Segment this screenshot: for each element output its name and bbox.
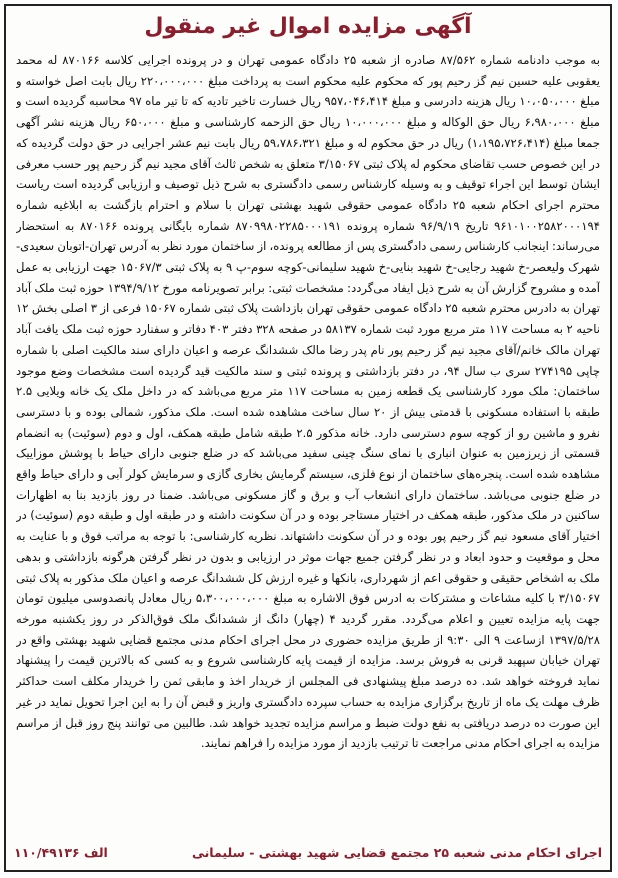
issuing-office: اجرای احکام مدنی شعبه ۲۵ مجتمع قضایی شهید بهشتی - سلیمانی	[191, 844, 602, 860]
notice-body: به موجب دادنامه شماره ۸۷/۵۶۲ صادره از شعبه ۲۵ دادگاه عمومی تهران و در پرونده اجرایی کلاسه ۸۷۰۱۶۶ له محمد یعقوبی علیه حسین نیم گز رحیم پور که محکوم علیه محکوم است به پرداخت مبلغ ۲۲۰،۰۰۰،۰۰۰ ریال بابت اصل خواسته و مبلغ ۱۰،۰۵۰،۰۰۰ ریال هزینه دادرسی و مبلغ ۹۵۷،۰۴۶،۴۱۴ ریال خسارت تاخیر تادیه که تا تیر ماه ۹۷ محاسبه گردیده است و مبلغ ۶،۹۸۰،۰۰۰ ریال حق الوکاله و مبلغ ۱۰،۰۰۰،۰۰۰ ریال حق الزحمه کارشناسی و مبلغ ۶۵۰،۰۰۰ ریال هزینه نشر آگهی جمعا مبلغ (۱،۱۹۵،۷۲۶،۴۱۴) ریال در حق محکوم له و مبلغ ۵۹،۷۸۶،۳۲۱ ریال بابت نیم عشر اجرایی در حق دولت گردیده که در این خصوص حسب تقاضای محکوم له پلاک ثبتی ۳/۱۵۰۶۷ متعلق به شخص ثالث آقای مجید نیم گز رحیم پور حسب معرفی ایشان توسط این اجراء توقیف و به وسیله کارشناس رسمی دادگستری به شرح ذیل توصیف و ارزیابی گردیده است ریاست محترم اجرای احکام شعبه ۲۵ دادگاه عمومی حقوقی شهید بهشتی تهران با سلام و احترام بازگشت به ابلاغیه شماره ۹۶۱۰۱۰۰۲۵۸۲۰۰۰۱۹۴ تاریخ ۹۶/۹/۱۹ شماره پرونده ۸۷۰۹۹۸۰۲۲۸۵۰۰۰۱۹۱ شماره بایگانی پرونده ۸۷۰۱۶۶ به استحضار می‌رساند: اینجانب کارشناس رسمی دادگستری پس از مطالعه پرونده، از ساختمان مورد نظر به آدرس تهران-اتوبان سعیدی-شهرک ولیعصر-خ شهید رجایی-خ شهید بنایی-خ شهید سلیمانی-کوچه سوم-پ ۹ به پلاک ثبتی ۱۵۰۶۷/۳ جهت ارزیابی به عمل آمده و مشروح گزارش آن به شرح ذیل ایفاد می‌گردد: مشخصات ثبتی: برابر تصویرنامه مورخ ۱۳۹۴/۹/۱۲ حوزه ثبت ملک آباد تهران به دادرس محترم شعبه ۲۵ دادگاه عمومی حقوقی تهران بازداشت پلاک ثبتی شماره ۱۵۰۶۷ فرعی از ۳ اصلی بخش ۱۲ ناحیه ۲ به مساحت ۱۱۷ متر مربع مورد ثبت شماره ۵۸۱۳۷ در صفحه ۳۲۸ دفتر ۴۰۳ دفاتر و سفنارد حوزه ثبت ملک یافت آباد تهران مالک خانم/آقای مجید نیم گز رحیم پور نام پدر رضا مالک ششدانگ عرصه و اعیان دارای سند مالکیت اصلی با شماره چاپی ۲۷۴۱۹۵ سری ب سال ۹۴، در دفتر بازداشتی و پرونده ثبتی و سند مالکیت قید گردیده است مشخصات وضع موجود ساختمان: ملک مورد کارشناسی یک قطعه زمین به مساحت ۱۱۷ متر مربع می‌باشد که در داخل ملک یک خانه ویلایی ۲.۵ طبقه با استفاده مسکونی با قدمتی بیش از ۲۰ سال ساخت مشاهده شده است. ملک مذکور، شمالی بوده و با دسترسی نفرو و ماشین رو از کوچه سوم دسترسی دارد. خانه مذکور ۲.۵ طبقه شامل طبقه همکف، اول و دوم (سوئیت) به انضمام قسمتی از زیرزمین به عنوان انباری با نمای سنگ چینی سفید می‌باشد که در ضلع جنوبی دارای حیاط با پوشش موزاییک مشاهده شده است. پنجره‌های ساختمان از نوع فلزی، سیستم گرمایش بخاری گازی و سرمایش کولر آبی و دارای حیاط واقع در ضلع جنوبی می‌باشد. ساختمان دارای انشعاب آب و برق و گاز مسکونی می‌باشد. ضمنا در روز بازدید بنا به اظهارات ساکنین در ملک مذکور، طبقه همکف در اختیار مستاجر بوده و در آن سکونت داشته و در طبقه اول و طبقه دوم (سوئیت) در اختیار آقای مسعود نیم گز رحیم پور بوده و در آن سکونت داشتهاند. نظریه کارشناسی: با توجه به مراتب فوق و با عنایت به محل و موقعیت و حدود ابعاد و در نظر گرفتن جمیع جهات موثر در ارزیابی و بدون در نظر گرفتن هرگونه بازداشتی و بدهی ملک به اشخاص حقیقی و حقوقی اعم از شهرداری، بانکها و غیره ارزش کل ششدانگ عرصه و اعیان ملک مذکور به پلاک ثبتی ۳/۱۵۰۶۷ با کلیه مشاعات و مشترکات به ادرس فوق الاشاره به مبلغ ۵،۳۰۰،۰۰۰،۰۰۰ ریال معادل پانصدوسی میلیون تومان جهت پایه مزایده تعیین و اعلام می‌گردد. مقرر گردید ۴ (چهار) دانگ از ششدانگ ملک فوق‌الذکر در روز یکشنبه مورخه ۱۳۹۷/۵/۲۸ ازساعت ۹ الی ۹:۳۰ از طریق مزایده حضوری در محل اجرای احکام مدنی مجتمع قضایی شهید بهشتی واقع در تهران خیابان سپهبد قرنی به فروش برسد. مزایده از قیمت پایه کارشناسی شروع و به کسی که بالاترین قیمت را پیشنهاد نماید فروخته خواهد شد. ده درصد مبلغ پیشنهادی فی المجلس از خریدار اخذ و مابقی ثمن را خریدار مکلف است حداکثر ظرف مهلت یک ماه از تاریخ برگزاری مزایده به حساب سپرده دادگستری واریز و قبض آن را به این اجرا تحویل نماید در غیر این صورت ده درصد دریافتی به نفع دولت ضبط و مراسم مزایده تجدید خواهد شد. طالبین می توانند پنج روز قبل از مراسم مزایده به اجرای احکام مدنی مراجعت تا ترتیب بازدید از مورد مزایده را فراهم نمایند.	[16, 53, 600, 751]
reference-number: ۱۱۰/۴۹۱۳۶ الف	[14, 844, 108, 860]
auction-notice	[4, 4, 612, 872]
notice-title: آگهی مزایده اموال غیر منقول	[144, 14, 472, 39]
notice-footer	[14, 840, 602, 864]
